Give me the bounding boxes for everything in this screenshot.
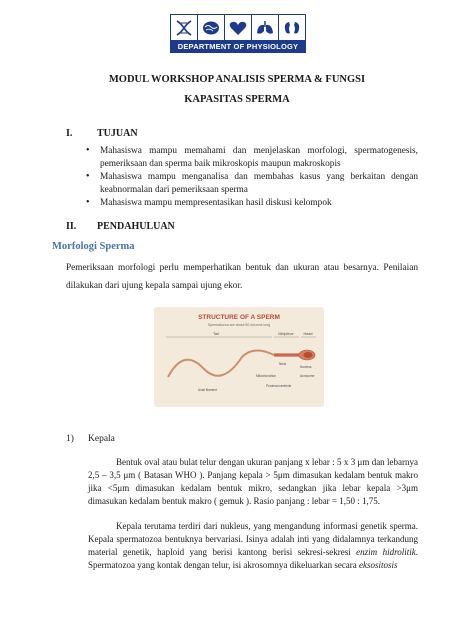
- objective-item: • Mahasiswa mampu memahami dan menjelaskan morfologi, spermatogenesis, pemeriksaan dan sperma baik mikroskopis maupun makroskopis: [86, 145, 418, 170]
- heart-icon: [225, 15, 252, 40]
- logo-icon-strip: [170, 14, 306, 40]
- document-subtitle: KAPASITAS SPERMA: [184, 94, 290, 105]
- label-acrosome: Acrosome: [300, 374, 315, 378]
- objective-item: • Mahasiswa mampu menganalisa dan membahas kasus yang berkaitan dengan keabnormalan dari pemeriksaan sperma: [86, 171, 418, 196]
- logo-band-text: DEPARTMENT OF PHYSIOLOGY: [170, 40, 306, 53]
- label-axial-filament: Axial filament: [198, 388, 217, 392]
- label-midpiece: Midpiece: [278, 332, 294, 336]
- enzyme-term: enzim hidrolitik: [356, 547, 416, 557]
- sperm-nucleus: [304, 352, 313, 358]
- item-1-label: Kepala: [88, 434, 115, 444]
- section-1-heading: TUJUAN: [97, 128, 138, 139]
- figure-title: STRUCTURE OF A SPERM: [198, 314, 280, 321]
- label-neck: Neck: [279, 362, 287, 366]
- head-content-text-a: Kepala terutama terdiri dari nukleus, yang mengandung informasi genetik sperma. Kepala spermatozoa bentuknya bervariasi. Isinya adalah inti yang didalamnya terkandung material genetik, haploid yang berisi kantong berisi sekresi-sekresi: [88, 521, 418, 557]
- label-head: Head: [303, 332, 313, 336]
- head-content-text-b: . Spermatozoa yang kontak dengan telur, isi akrosomnya dikeluarkan secara: [88, 547, 419, 570]
- section-2-heading: PENDAHULUAN: [97, 221, 175, 232]
- morphology-subheading: Morfologi Sperma: [52, 241, 135, 252]
- label-proximal-centriole: Proximal centriole: [266, 384, 292, 388]
- objective-item: • Mahasiswa mampu mempresentasikan hasil diskusi kelompok: [86, 197, 418, 210]
- sperm-diagram: [154, 307, 324, 407]
- kidney-icon: [279, 15, 305, 40]
- objectives-list: [86, 145, 418, 211]
- item-1-number: 1): [66, 434, 74, 444]
- figure-subtitle: Spermatozoa are about 50 microns long: [207, 323, 271, 327]
- morphology-intro-paragraph: Pemeriksaan morfologi perlu memperhatikan bentuk dan ukuran atau besarnya. Penilaian dilakukan dari ujung kepala sampai ujung ekor.: [66, 263, 418, 291]
- head-content-paragraph: [88, 520, 418, 572]
- dna-icon: [171, 15, 198, 40]
- label-tail: Tail: [213, 332, 219, 336]
- exocytosis-term: eksositosis: [359, 560, 398, 570]
- sperm-structure-figure: [154, 307, 324, 407]
- label-mitochondrion: Mitochondrion: [256, 374, 277, 378]
- brain-icon: [198, 15, 225, 40]
- lungs-icon: [252, 15, 279, 40]
- section-2-number: II.: [66, 221, 77, 232]
- department-logo: [170, 14, 306, 54]
- label-nucleus: Nucleus: [300, 365, 312, 369]
- head-description-paragraph: [88, 456, 418, 508]
- head-description-text: Bentuk oval atau bulat telur dengan ukuran panjang x lebar : 5 x 3 μm dan lebarnya 2,5 – 3,5 μm ( Batasan WHO ). Panjang kepala > 5μm dimasukan kedalam bentuk makro jika <5μm dimasukan kedalam bentuk mikro, sedangkan jika lebar kepala >3μm dimasukan kedalam bentuk makro ( gemuk ). Rasio panjang : lebar = 1,50 : 1,75.: [88, 457, 418, 506]
- document-title: MODUL WORKSHOP ANALISIS SPERMA & FUNGSI: [108, 74, 366, 85]
- section-1-number: I.: [66, 128, 73, 139]
